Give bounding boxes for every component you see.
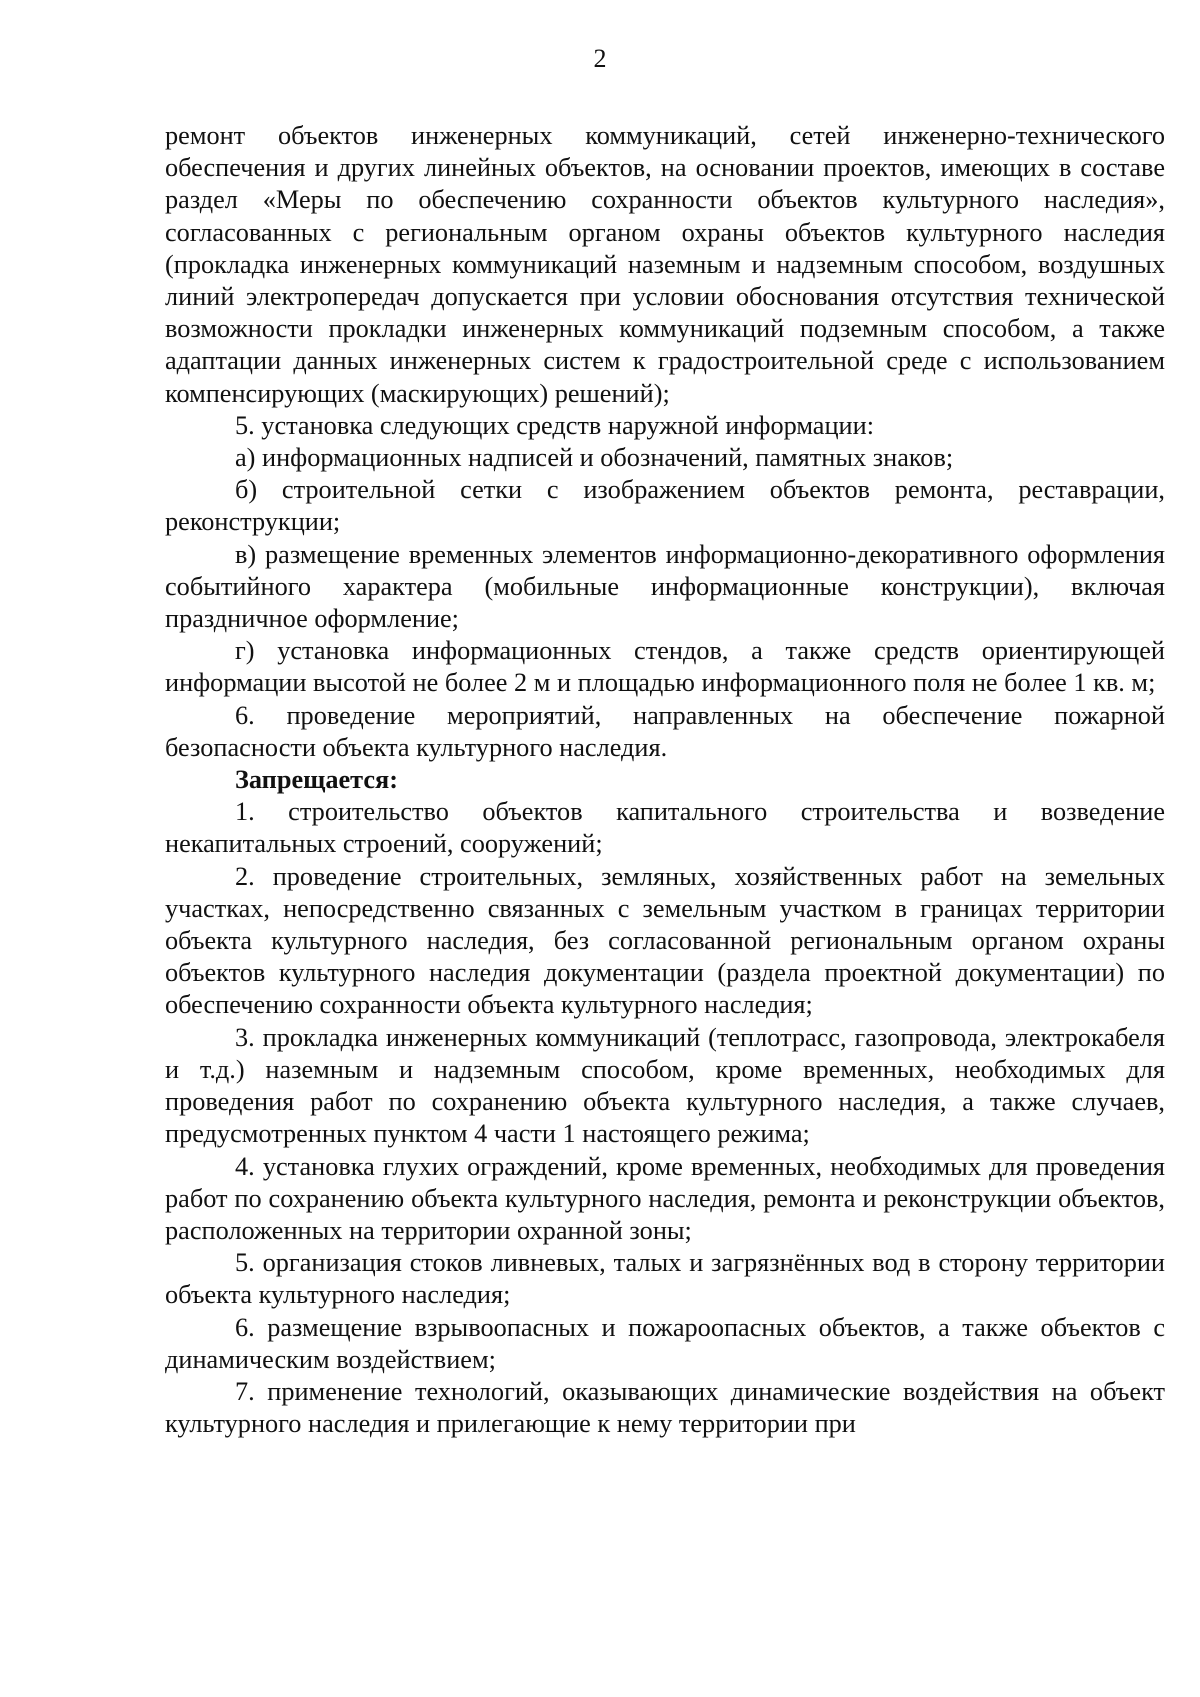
paragraph-prohibited-1: 1. строительство объектов капитального строительства и возведение некапитальных строений, сооружений; [165,797,1165,859]
section-heading-prohibited: Запрещается: [235,765,399,795]
paragraph-item-6: 6. проведение мероприятий, направленных на обеспечение пожарной безопасности объекта культурного наследия. [165,700,1165,762]
paragraph-continuation: ремонт объектов инженерных коммуникаций, сетей инженерно-технического обеспечения и других линейных объектов, на основании проектов, имеющих в составе раздел «Меры по обеспечению сохранности объектов культурного наследия», согласованных с региональным органом охраны объектов культурного наследия (прокладка инженерных коммуникаций наземным и надземным способом, воздушных линий электропередач допускается при условии обоснования отсутствия технической возможности прокладки инженерных коммуникаций подземным способом, а также адаптации данных инженерных систем к градостроительной среде с использованием компенсирующих (маскирующих) решений); [165,121,1165,408]
paragraph-prohibited-5: 5. организация стоков ливневых, талых и загрязнённых вод в сторону территории объекта культурного наследия; [165,1248,1165,1310]
paragraph-prohibited-4: 4. установка глухих ограждений, кроме временных, необходимых для проведения работ по сохранению объекта культурного наследия, ремонта и реконструкции объектов, расположенных на территории охранной зоны; [165,1151,1165,1245]
paragraph-item-5: 5. установка следующих средств наружной информации: [235,410,875,440]
page-number: 2 [593,44,607,73]
paragraph-item-g: г) установка информационных стендов, а также средств ориентирующей информации высотой не более 2 м и площадью информационного поля не более 1 кв. м; [165,636,1165,698]
paragraph-item-a: а) информационных надписей и обозначений, памятных знаков; [235,443,954,473]
document-body [165,120,1165,1440]
paragraph-prohibited-6: 6. размещение взрывоопасных и пожароопасных объектов, а также объектов с динамическим воздействием; [165,1312,1165,1374]
paragraph-prohibited-7: 7. применение технологий, оказывающих динамические воздействия на объект культурного наследия и прилегающие к нему территории при [165,1376,1165,1439]
paragraph-item-b: б) строительной сетки с изображением объектов ремонта, реставрации, реконструкции; [165,475,1165,537]
paragraph-prohibited-2: 2. проведение строительных, земляных, хозяйственных работ на земельных участках, непосредственно связанных с земельным участком в границах территории объекта культурного наследия, без согласованной региональным органом охраны объектов культурного наследия документации (раздела проектной документации) по обеспечению сохранности объекта культурного наследия; [165,861,1165,1020]
paragraph-item-v: в) размещение временных элементов информационно-декоративного оформления событийного характера (мобильные информационные конструкции), включая праздничное оформление; [165,539,1165,634]
paragraph-prohibited-3: 3. прокладка инженерных коммуникаций (теплотрасс, газопровода, электрокабеля и т.д.) наземным и надземным способом, кроме временных, необходимых для проведения работ по сохранению объекта культурного наследия, а также случаев, предусмотренных пунктом 4 части 1 настоящего режима; [165,1022,1165,1149]
